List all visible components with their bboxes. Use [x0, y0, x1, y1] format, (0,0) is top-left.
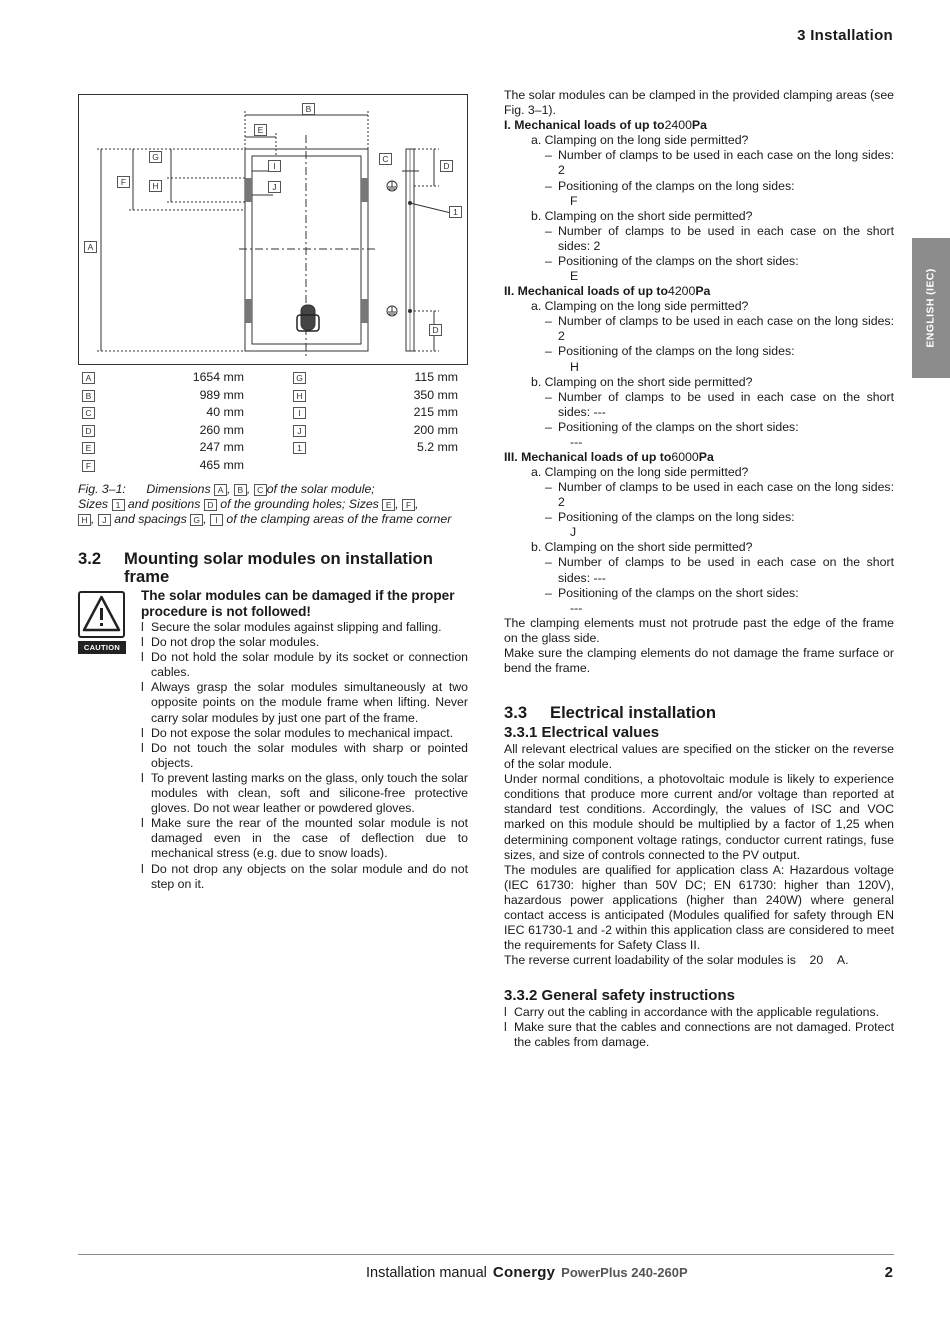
- language-tab: [912, 238, 950, 378]
- dim-row-c: C 40 mm: [82, 405, 272, 423]
- section-header: 3 Installation: [797, 27, 893, 44]
- module-dimension-figure: [78, 94, 468, 365]
- module-drawing: [79, 95, 469, 366]
- figure-label-e: E: [254, 124, 267, 136]
- clamping-section: The solar modules can be clamped in the provided clamping areas (see Fig. 3–1). I. Mechanical loads of up to2400Pa a. Clamping on the long side permitted? – Number of clamps to be used in each case on the long sides: 2 – Positioning of the clamps on the long sides: F b. Clamping on the short side permitted? – Number of clamps to be used in each case on the short sides: 2 – Positioning of the clamps on the short sides: E II. Mechanical loads of up to4200Pa a. Clamping on the long side permitted? – Number of clamps to be used in each case on the long sides: 2 – Positioning of the clamps on the long sides: H b. Clamping on the short side permitted? – Number of clamps to be used in each case on the short sides: --- – Positioning of the clamps on the short sides: --- III. Mechanical loads of up to6000Pa a. Clamping on the long side permitted? – Number of clamps to be used in each case on the long sides: 2 – Positioning of the clamps on the long sides: J b. Clamping on the short side permitted? – Number of clamps to be used in each case on the short sides: --- – Positioning of the clamps on the short sides: --- The clamping elements must not protrude past the edge of the frame on the glass side. Make sure the clamping elements do not damage the frame surface or bend the frame.: [504, 88, 894, 675]
- figure-label-c: C: [379, 153, 392, 165]
- list-item: l Carry out the cabling in accordance with the applicable regulations.: [504, 1005, 880, 1019]
- list-item: l Do not touch the solar modules with sharp or pointed objects.: [141, 740, 468, 770]
- figure-label-i: I: [268, 160, 281, 172]
- list-item: l Secure the solar modules against slipping and falling.: [141, 620, 442, 634]
- brand-logo: Conergy: [492, 1264, 556, 1281]
- figure-label-b: B: [302, 103, 315, 115]
- section-3-2-heading: 3.2 Mounting solar modules on installation frame: [78, 549, 433, 586]
- load-heading-3: III. Mechanical loads of up to6000Pa: [504, 449, 714, 464]
- dim-row-i: I 215 mm: [293, 405, 458, 423]
- mounting-safety-list: [141, 620, 468, 892]
- caution-symbol: [78, 591, 128, 654]
- figure-label-j: J: [268, 181, 281, 193]
- figure-caption: Fig. 3–1: Dimensions A , B , C of the solar module; Sizes 1 and positions D of the grounding holes; Sizes E , F , H , J and spacings G , I of the clamping areas of the frame corner: [78, 482, 452, 527]
- dim-row-1: 1 5.2 mm: [293, 440, 458, 458]
- list-item: l Do not hold the solar module by its socket or connection cables.: [141, 650, 468, 680]
- list-item: l Do not drop the solar modules.: [141, 635, 320, 650]
- dim-row-f: F 465 mm: [82, 458, 272, 476]
- electrical-values-text: All relevant electrical values are specified on the sticker on the reverse of the solar module. Under normal conditions, a photovoltaic module is likely to experience conditions that produce more current and/or voltage than reported at standard test conditions. Accordingly, the values of ISC and VOC marked on this module should be multiplied by a factor of 1,25 when determining component voltage ratings, conductor current ratings, fuse sizes, and size of controls connected to the PV output. The modules are qualified for application class A: Hazardous voltage (IEC 61730: higher than 50V DC; EN 61730: higher than 120V), hazardous power applications (higher than 240W) where general contact access is anticipated (Modules qualified for safety through EN IEC 61730-1 and -2 within this application class are considered to meet the requirements for Safety Class II. The reverse current loadability of the solar modules is 20 A.: [504, 742, 894, 968]
- figure-label-f: F: [117, 176, 130, 188]
- dim-row-a: A 1654 mm: [82, 370, 272, 388]
- dim-row-d: D 260 mm: [82, 423, 272, 441]
- list-item: l Make sure the rear of the mounted solar module is not damaged even in the case of deflection due to mechanical stress (e.g. due to snow loads).: [141, 816, 468, 861]
- warning-triangle-icon: [78, 591, 125, 638]
- load-heading-2: II. Mechanical loads of up to4200Pa: [504, 284, 711, 299]
- figure-label-d-bottom: D: [429, 324, 442, 336]
- footer-divider: [78, 1254, 894, 1255]
- dim-row-h: H 350 mm: [293, 388, 458, 406]
- section-3-3-1-heading: 3.3.1 Electrical values: [504, 724, 660, 741]
- dim-row-e: E 247 mm: [82, 440, 272, 458]
- section-3-3-2-heading: 3.3.2 General safety instructions: [504, 987, 735, 1004]
- clamping-intro: The solar modules can be clamped in the provided clamping areas (see Fig. 3–1).: [504, 88, 894, 118]
- list-item: l Make sure that the cables and connections are not damaged. Protect the cables from damage.: [504, 1020, 894, 1050]
- figure-label-d-top: D: [440, 160, 453, 172]
- footer-model: PowerPlus 240-260P: [561, 1265, 688, 1280]
- language-tab-label: ENGLISH (IEC): [924, 268, 937, 348]
- list-item: l To prevent lasting marks on the glass, only touch the solar modules with clean, soft and silicone-free protective gloves. Do not wear leather or powdered gloves.: [141, 770, 468, 816]
- list-item: l Do not drop any objects on the solar module and do not step on it.: [141, 861, 468, 891]
- dim-row-j: J 200 mm: [293, 423, 458, 441]
- section-3-3-heading: 3.3 Electrical installation: [504, 703, 716, 722]
- load-heading-1: I. Mechanical loads of up to2400Pa: [504, 118, 707, 133]
- cabling-safety-list: [504, 1005, 894, 1050]
- figure-label-g: G: [149, 151, 162, 163]
- warning-title: The solar modules can be damaged if the proper procedure is not followed!: [141, 588, 455, 619]
- footer: [366, 1265, 688, 1281]
- figure-label-h: H: [149, 180, 162, 192]
- caution-badge: CAUTION: [78, 641, 126, 654]
- figure-label-1: 1: [449, 206, 462, 218]
- footer-manual-label: Installation manual: [366, 1265, 487, 1281]
- dim-row-g: G 115 mm: [293, 370, 458, 388]
- figure-label-a: A: [84, 241, 97, 253]
- list-item: l Do not expose the solar modules to mechanical impact.: [141, 725, 454, 740]
- reverse-current-line: The reverse current loadability of the solar modules is 20 A.: [504, 953, 849, 968]
- page-number: 2: [884, 1264, 893, 1281]
- list-item: l Always grasp the solar modules simultaneously at two opposite points on the module frame when lifting. Never carry solar modules by just one part of the frame.: [141, 680, 468, 725]
- dim-row-b: B 989 mm: [82, 388, 272, 406]
